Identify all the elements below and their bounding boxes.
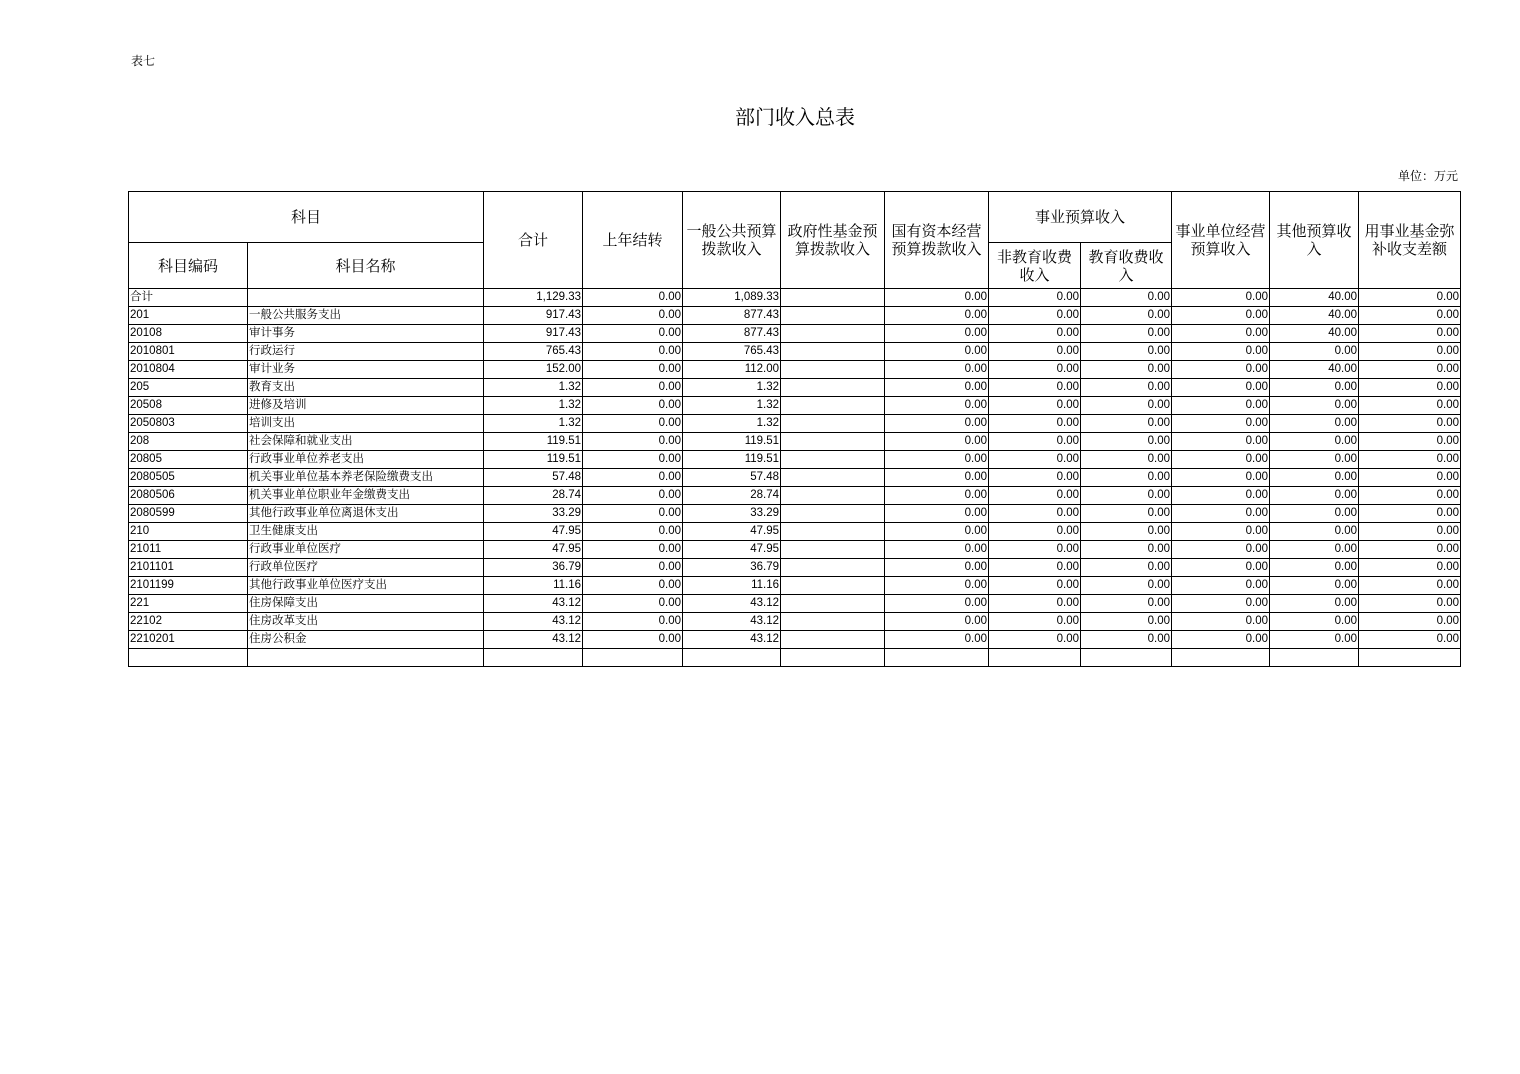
value-cell <box>781 541 885 559</box>
table-row <box>129 433 1461 451</box>
value-cell <box>781 289 885 307</box>
value-cell: 0.00 <box>583 523 683 541</box>
value-cell: 0.00 <box>1081 325 1172 343</box>
header-general-public: 一般公共预算拨款收入 <box>683 192 781 289</box>
value-cell: 112.00 <box>683 361 781 379</box>
value-cell: 0.00 <box>885 631 989 649</box>
value-cell: 0.00 <box>989 397 1081 415</box>
header-total: 合计 <box>484 192 583 289</box>
value-cell: 0.00 <box>583 433 683 451</box>
value-cell: 0.00 <box>1270 487 1359 505</box>
value-cell: 0.00 <box>1081 595 1172 613</box>
subject-name-cell: 其他行政事业单位医疗支出 <box>248 577 484 595</box>
table-row <box>129 559 1461 577</box>
header-code: 科目编码 <box>129 243 248 289</box>
value-cell <box>781 649 885 667</box>
value-cell: 0.00 <box>1081 523 1172 541</box>
table-number: 表七 <box>131 54 156 68</box>
value-cell: 0.00 <box>989 577 1081 595</box>
subject-name-cell: 机关事业单位职业年金缴费支出 <box>248 487 484 505</box>
table-row <box>129 397 1461 415</box>
value-cell: 0.00 <box>1172 559 1270 577</box>
table-row <box>129 325 1461 343</box>
table-row <box>129 379 1461 397</box>
value-cell: 0.00 <box>583 469 683 487</box>
value-cell: 0.00 <box>1081 415 1172 433</box>
value-cell: 0.00 <box>1081 577 1172 595</box>
table-row <box>129 595 1461 613</box>
value-cell: 0.00 <box>1172 505 1270 523</box>
value-cell <box>781 469 885 487</box>
value-cell: 0.00 <box>1359 289 1461 307</box>
value-cell: 0.00 <box>583 451 683 469</box>
value-cell: 0.00 <box>989 631 1081 649</box>
value-cell: 0.00 <box>1270 505 1359 523</box>
page-title: 部门收入总表 <box>735 105 855 129</box>
value-cell: 0.00 <box>1270 559 1359 577</box>
value-cell <box>781 361 885 379</box>
value-cell: 47.95 <box>683 541 781 559</box>
value-cell: 0.00 <box>885 415 989 433</box>
value-cell: 0.00 <box>1359 451 1461 469</box>
value-cell <box>781 523 885 541</box>
value-cell: 0.00 <box>1081 307 1172 325</box>
subject-code-cell: 221 <box>129 595 248 613</box>
subject-name-cell: 培训支出 <box>248 415 484 433</box>
value-cell: 0.00 <box>1270 343 1359 361</box>
value-cell: 0.00 <box>1359 307 1461 325</box>
value-cell: 28.74 <box>683 487 781 505</box>
value-cell: 1.32 <box>683 415 781 433</box>
table-body <box>129 289 1461 667</box>
value-cell: 0.00 <box>1172 469 1270 487</box>
value-cell: 0.00 <box>989 361 1081 379</box>
table-row <box>129 577 1461 595</box>
value-cell: 877.43 <box>683 307 781 325</box>
value-cell: 0.00 <box>1359 361 1461 379</box>
value-cell: 0.00 <box>1172 541 1270 559</box>
value-cell: 43.12 <box>683 613 781 631</box>
table-row <box>129 523 1461 541</box>
subject-code-cell: 20508 <box>129 397 248 415</box>
value-cell: 0.00 <box>1081 469 1172 487</box>
table-row <box>129 613 1461 631</box>
subject-code-cell: 2080506 <box>129 487 248 505</box>
value-cell: 0.00 <box>1081 343 1172 361</box>
value-cell <box>781 577 885 595</box>
value-cell: 0.00 <box>1172 343 1270 361</box>
value-cell: 43.12 <box>683 631 781 649</box>
subject-name-cell <box>248 649 484 667</box>
value-cell: 119.51 <box>683 433 781 451</box>
header-business-unit: 事业单位经营预算收入 <box>1172 192 1270 289</box>
value-cell: 0.00 <box>1081 289 1172 307</box>
subject-name-cell: 行政运行 <box>248 343 484 361</box>
value-cell: 0.00 <box>989 505 1081 523</box>
value-cell: 57.48 <box>683 469 781 487</box>
value-cell: 0.00 <box>1172 451 1270 469</box>
subject-code-cell: 22102 <box>129 613 248 631</box>
value-cell: 43.12 <box>683 595 781 613</box>
value-cell: 0.00 <box>885 379 989 397</box>
value-cell: 0.00 <box>1270 541 1359 559</box>
subject-code-cell: 208 <box>129 433 248 451</box>
subject-name-cell: 进修及培训 <box>248 397 484 415</box>
subject-code-cell: 205 <box>129 379 248 397</box>
subject-name-cell: 住房公积金 <box>248 631 484 649</box>
value-cell: 0.00 <box>989 289 1081 307</box>
value-cell: 0.00 <box>1270 415 1359 433</box>
subject-name-cell: 审计事务 <box>248 325 484 343</box>
value-cell: 0.00 <box>1270 523 1359 541</box>
subject-code-cell: 2101101 <box>129 559 248 577</box>
table-row <box>129 631 1461 649</box>
value-cell: 0.00 <box>583 361 683 379</box>
value-cell: 0.00 <box>885 397 989 415</box>
value-cell: 0.00 <box>1359 505 1461 523</box>
value-cell: 0.00 <box>1081 631 1172 649</box>
value-cell: 0.00 <box>583 487 683 505</box>
subject-code-cell: 2210201 <box>129 631 248 649</box>
value-cell: 0.00 <box>1359 577 1461 595</box>
value-cell: 1.32 <box>484 397 583 415</box>
value-cell: 1.32 <box>683 379 781 397</box>
header-subject-group: 科目 <box>129 192 484 243</box>
value-cell: 0.00 <box>1081 613 1172 631</box>
value-cell: 0.00 <box>1270 469 1359 487</box>
value-cell <box>781 397 885 415</box>
subject-name-cell: 卫生健康支出 <box>248 523 484 541</box>
subject-name-cell: 住房改革支出 <box>248 613 484 631</box>
value-cell: 0.00 <box>1081 505 1172 523</box>
value-cell <box>1081 649 1172 667</box>
value-cell: 0.00 <box>1359 433 1461 451</box>
value-cell: 40.00 <box>1270 307 1359 325</box>
value-cell: 0.00 <box>1172 307 1270 325</box>
header-state-capital: 国有资本经营预算拨款收入 <box>885 192 989 289</box>
value-cell: 0.00 <box>885 613 989 631</box>
value-cell <box>885 649 989 667</box>
value-cell: 1,089.33 <box>683 289 781 307</box>
value-cell: 0.00 <box>885 433 989 451</box>
subject-code-cell: 210 <box>129 523 248 541</box>
value-cell: 0.00 <box>1359 487 1461 505</box>
value-cell: 0.00 <box>885 487 989 505</box>
subject-name-cell: 机关事业单位基本养老保险缴费支出 <box>248 469 484 487</box>
value-cell: 1.32 <box>484 415 583 433</box>
subject-code-cell: 合计 <box>129 289 248 307</box>
table-row <box>129 289 1461 307</box>
value-cell: 40.00 <box>1270 361 1359 379</box>
value-cell <box>989 649 1081 667</box>
value-cell: 0.00 <box>885 343 989 361</box>
value-cell: 0.00 <box>1081 361 1172 379</box>
value-cell: 0.00 <box>1359 469 1461 487</box>
value-cell <box>781 415 885 433</box>
value-cell <box>781 559 885 577</box>
value-cell <box>1270 649 1359 667</box>
value-cell: 0.00 <box>1359 343 1461 361</box>
value-cell <box>781 631 885 649</box>
value-cell: 0.00 <box>583 505 683 523</box>
value-cell: 0.00 <box>1270 379 1359 397</box>
value-cell: 119.51 <box>683 451 781 469</box>
value-cell: 57.48 <box>484 469 583 487</box>
value-cell: 0.00 <box>583 307 683 325</box>
value-cell: 0.00 <box>1081 487 1172 505</box>
value-cell <box>781 613 885 631</box>
table-row <box>129 415 1461 433</box>
value-cell: 47.95 <box>484 541 583 559</box>
value-cell: 0.00 <box>885 289 989 307</box>
value-cell: 0.00 <box>989 343 1081 361</box>
value-cell: 0.00 <box>1081 397 1172 415</box>
header-edu-fee: 教育收费收入 <box>1081 243 1172 289</box>
value-cell: 0.00 <box>1081 559 1172 577</box>
value-cell: 1.32 <box>484 379 583 397</box>
header-business-group: 事业预算收入 <box>989 192 1172 243</box>
value-cell <box>1172 649 1270 667</box>
value-cell: 11.16 <box>683 577 781 595</box>
value-cell: 0.00 <box>885 505 989 523</box>
subject-code-cell: 201 <box>129 307 248 325</box>
value-cell: 0.00 <box>1359 559 1461 577</box>
value-cell: 917.43 <box>484 325 583 343</box>
subject-code-cell: 2050803 <box>129 415 248 433</box>
value-cell: 0.00 <box>989 325 1081 343</box>
value-cell <box>683 649 781 667</box>
subject-name-cell: 社会保障和就业支出 <box>248 433 484 451</box>
value-cell: 0.00 <box>989 469 1081 487</box>
value-cell <box>781 451 885 469</box>
subject-name-cell: 行政事业单位养老支出 <box>248 451 484 469</box>
subject-name-cell: 行政事业单位医疗 <box>248 541 484 559</box>
value-cell: 119.51 <box>484 433 583 451</box>
subject-code-cell: 2080505 <box>129 469 248 487</box>
value-cell: 0.00 <box>1172 415 1270 433</box>
value-cell: 0.00 <box>583 541 683 559</box>
value-cell: 765.43 <box>484 343 583 361</box>
value-cell: 47.95 <box>683 523 781 541</box>
subject-name-cell: 行政单位医疗 <box>248 559 484 577</box>
value-cell: 0.00 <box>1081 451 1172 469</box>
value-cell: 0.00 <box>885 559 989 577</box>
value-cell: 0.00 <box>1270 595 1359 613</box>
value-cell: 917.43 <box>484 307 583 325</box>
subject-name-cell: 教育支出 <box>248 379 484 397</box>
header-gov-fund: 政府性基金预算拨款收入 <box>781 192 885 289</box>
value-cell: 0.00 <box>1359 379 1461 397</box>
header-non-edu-fee: 非教育收费收入 <box>989 243 1081 289</box>
value-cell: 11.16 <box>484 577 583 595</box>
value-cell: 0.00 <box>885 577 989 595</box>
value-cell: 0.00 <box>989 559 1081 577</box>
value-cell: 0.00 <box>1359 523 1461 541</box>
value-cell <box>781 325 885 343</box>
value-cell: 0.00 <box>583 595 683 613</box>
header-name: 科目名称 <box>248 243 484 289</box>
value-cell: 28.74 <box>484 487 583 505</box>
value-cell: 0.00 <box>1359 325 1461 343</box>
value-cell: 0.00 <box>1081 433 1172 451</box>
value-cell: 0.00 <box>989 451 1081 469</box>
value-cell: 0.00 <box>989 415 1081 433</box>
value-cell: 0.00 <box>583 397 683 415</box>
value-cell <box>781 307 885 325</box>
value-cell: 0.00 <box>1172 487 1270 505</box>
value-cell: 0.00 <box>583 559 683 577</box>
value-cell: 0.00 <box>1270 451 1359 469</box>
value-cell: 152.00 <box>484 361 583 379</box>
value-cell <box>583 649 683 667</box>
value-cell: 0.00 <box>989 595 1081 613</box>
value-cell: 0.00 <box>885 595 989 613</box>
value-cell: 0.00 <box>885 307 989 325</box>
table-row <box>129 343 1461 361</box>
value-cell: 0.00 <box>1270 631 1359 649</box>
subject-code-cell: 2010801 <box>129 343 248 361</box>
value-cell: 0.00 <box>1359 541 1461 559</box>
value-cell: 0.00 <box>1172 361 1270 379</box>
subject-code-cell: 2010804 <box>129 361 248 379</box>
subject-name-cell: 一般公共服务支出 <box>248 307 484 325</box>
value-cell: 0.00 <box>1270 433 1359 451</box>
value-cell: 36.79 <box>683 559 781 577</box>
value-cell: 877.43 <box>683 325 781 343</box>
value-cell: 0.00 <box>989 433 1081 451</box>
value-cell: 33.29 <box>484 505 583 523</box>
value-cell: 0.00 <box>989 523 1081 541</box>
value-cell: 0.00 <box>1172 577 1270 595</box>
value-cell <box>781 505 885 523</box>
value-cell <box>781 433 885 451</box>
subject-name-cell: 住房保障支出 <box>248 595 484 613</box>
subject-name-cell: 审计业务 <box>248 361 484 379</box>
value-cell: 1,129.33 <box>484 289 583 307</box>
table-row <box>129 505 1461 523</box>
value-cell: 0.00 <box>1172 433 1270 451</box>
table-row <box>129 451 1461 469</box>
value-cell: 0.00 <box>1172 289 1270 307</box>
table-row <box>129 361 1461 379</box>
value-cell: 0.00 <box>583 631 683 649</box>
value-cell: 0.00 <box>583 289 683 307</box>
subject-code-cell: 2101199 <box>129 577 248 595</box>
value-cell: 0.00 <box>1172 397 1270 415</box>
value-cell <box>484 649 583 667</box>
table-row <box>129 307 1461 325</box>
value-cell: 0.00 <box>1359 595 1461 613</box>
value-cell: 0.00 <box>1270 397 1359 415</box>
table-row <box>129 487 1461 505</box>
subject-name-cell: 其他行政事业单位离退休支出 <box>248 505 484 523</box>
header-last-year: 上年结转 <box>583 192 683 289</box>
value-cell: 40.00 <box>1270 289 1359 307</box>
value-cell: 0.00 <box>1172 613 1270 631</box>
value-cell: 0.00 <box>989 541 1081 559</box>
value-cell <box>781 595 885 613</box>
income-summary-table <box>128 191 1461 667</box>
value-cell: 0.00 <box>989 307 1081 325</box>
value-cell <box>781 487 885 505</box>
value-cell: 0.00 <box>885 541 989 559</box>
value-cell: 0.00 <box>1359 397 1461 415</box>
value-cell: 0.00 <box>885 523 989 541</box>
subject-code-cell: 20805 <box>129 451 248 469</box>
value-cell: 0.00 <box>1270 613 1359 631</box>
value-cell: 0.00 <box>583 577 683 595</box>
value-cell: 0.00 <box>583 415 683 433</box>
subject-code-cell: 20108 <box>129 325 248 343</box>
value-cell <box>781 379 885 397</box>
table-row <box>129 469 1461 487</box>
table-row <box>129 649 1461 667</box>
value-cell: 0.00 <box>1172 379 1270 397</box>
value-cell: 0.00 <box>1172 523 1270 541</box>
value-cell: 0.00 <box>1270 577 1359 595</box>
value-cell: 43.12 <box>484 613 583 631</box>
value-cell: 1.32 <box>683 397 781 415</box>
value-cell: 0.00 <box>583 379 683 397</box>
value-cell: 0.00 <box>989 487 1081 505</box>
value-cell <box>1359 649 1461 667</box>
value-cell: 0.00 <box>885 325 989 343</box>
value-cell: 0.00 <box>989 379 1081 397</box>
value-cell: 0.00 <box>1359 631 1461 649</box>
value-cell: 0.00 <box>1359 613 1461 631</box>
value-cell: 0.00 <box>989 613 1081 631</box>
value-cell: 765.43 <box>683 343 781 361</box>
subject-code-cell <box>129 649 248 667</box>
value-cell: 0.00 <box>1172 631 1270 649</box>
value-cell: 0.00 <box>1081 541 1172 559</box>
value-cell: 0.00 <box>583 613 683 631</box>
header-other-budget: 其他预算收入 <box>1270 192 1359 289</box>
value-cell: 0.00 <box>1172 325 1270 343</box>
value-cell: 0.00 <box>1359 415 1461 433</box>
value-cell: 0.00 <box>583 325 683 343</box>
value-cell: 0.00 <box>885 451 989 469</box>
unit-label: 单位：万元 <box>1397 169 1458 183</box>
table-row <box>129 541 1461 559</box>
value-cell: 43.12 <box>484 631 583 649</box>
value-cell: 40.00 <box>1270 325 1359 343</box>
value-cell: 47.95 <box>484 523 583 541</box>
subject-name-cell <box>248 289 484 307</box>
value-cell: 33.29 <box>683 505 781 523</box>
header-fund-balance: 用事业基金弥补收支差额 <box>1359 192 1461 289</box>
value-cell: 0.00 <box>885 469 989 487</box>
value-cell <box>781 343 885 361</box>
value-cell: 119.51 <box>484 451 583 469</box>
value-cell: 0.00 <box>1081 379 1172 397</box>
value-cell: 0.00 <box>1172 595 1270 613</box>
subject-code-cell: 21011 <box>129 541 248 559</box>
value-cell: 0.00 <box>583 343 683 361</box>
value-cell: 43.12 <box>484 595 583 613</box>
subject-code-cell: 2080599 <box>129 505 248 523</box>
value-cell: 36.79 <box>484 559 583 577</box>
value-cell: 0.00 <box>885 361 989 379</box>
